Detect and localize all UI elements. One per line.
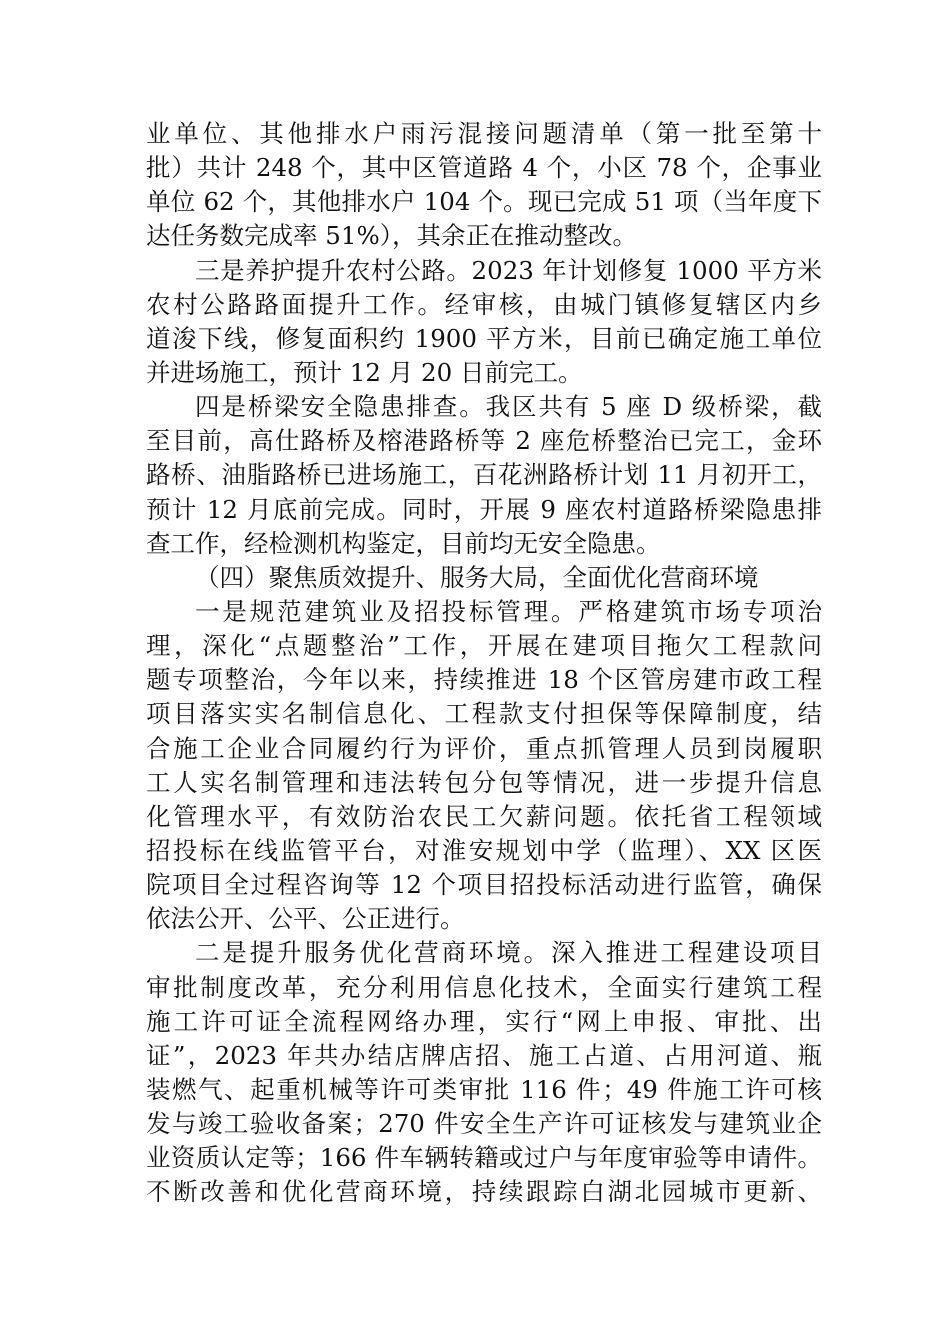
text-line: 工人实名制管理和违法转包分包等情况，进一步提升信息	[146, 767, 822, 797]
text-line: 装燃气、起重机械等许可类审批 116 件；49 件施工许可核	[146, 1074, 822, 1104]
text-line: 项目落实实名制信息化、工程款支付担保等保障制度，结	[146, 699, 822, 729]
text-line: 题专项整治，今年以来，持续推进 18 个区管房建市政工程	[146, 665, 822, 695]
text-line: 证”，2023 年共办结店牌店招、施工占道、占用河道、瓶	[146, 1040, 822, 1070]
text-line: 单位 62 个，其他排水户 104 个。现已完成 51 项（当年度下	[146, 187, 822, 217]
text-line: 达任务数完成率 51%），其余正在推动整改。	[146, 221, 637, 251]
text-line: 预计 12 月底前完成。同时，开展 9 座农村道路桥梁隐患排	[146, 494, 822, 524]
text-line: 三是养护提升农村公路。2023 年计划修复 1000 平方米	[195, 255, 822, 285]
text-line: 查工作，经检测机构鉴定，目前均无安全隐患。	[146, 528, 661, 558]
text-line: 至目前，高仕路桥及榕港路桥等 2 座危桥整治已完工，金环	[146, 426, 822, 456]
text-line: 理，深化“点题整治”工作，开展在建项目拖欠工程款问	[146, 631, 822, 661]
text-line: 四是桥梁安全隐患排查。我区共有 5 座 D 级桥梁，截	[195, 392, 822, 422]
text-line: 并进场施工，预计 12 月 20 日前完工。	[146, 357, 583, 387]
text-line: 批）共计 248 个，其中区管道路 4 个，小区 78 个，企事业	[146, 153, 822, 183]
text-line: 业资质认定等；166 件车辆转籍或过户与年度审验等申请件。	[146, 1143, 822, 1173]
text-line: 路桥、油脂路桥已进场施工，百花洲路桥计划 11 月初开工，	[146, 460, 822, 490]
text-line: 合施工企业合同履约行为评价，重点抓管理人员到岗履职	[146, 733, 822, 763]
text-line: 依法公开、公平、公正进行。	[146, 904, 465, 934]
text-line: 一是规范建筑业及招投标管理。严格建筑市场专项治	[195, 596, 822, 626]
text-line: 院项目全过程咨询等 12 个项目招投标活动进行监管，确保	[146, 870, 822, 900]
text-line: 农村公路路面提升工作。经审核，由城门镇修复辖区内乡	[146, 289, 822, 319]
text-line: 二是提升服务优化营商环境。深入推进工程建设项目	[195, 938, 822, 968]
document-body	[146, 118, 822, 1211]
text-line: 业单位、其他排水户雨污混接问题清单（第一批至第十	[146, 119, 822, 148]
text-line: 审批制度改革，充分利用信息化技术，全面实行建筑工程	[146, 972, 822, 1002]
text-line: 施工许可证全流程网络办理，实行“网上申报、审批、出	[146, 1006, 822, 1036]
text-line: （四）聚焦质效提升、服务大局，全面优化营商环境	[195, 562, 759, 592]
text-line: 不断改善和优化营商环境，持续跟踪白湖北园城市更新、	[146, 1177, 822, 1207]
text-line: 化管理水平，有效防治农民工欠薪问题。依托省工程领域	[146, 801, 822, 831]
text-line: 招投标在线监管平台，对淮安规划中学（监理）、XX 区医	[146, 835, 822, 865]
text-line: 道浚下线，修复面积约 1900 平方米，目前已确定施工单位	[146, 323, 822, 353]
text-line: 发与竣工验收备案；270 件安全生产许可证核发与建筑业企	[146, 1109, 822, 1139]
